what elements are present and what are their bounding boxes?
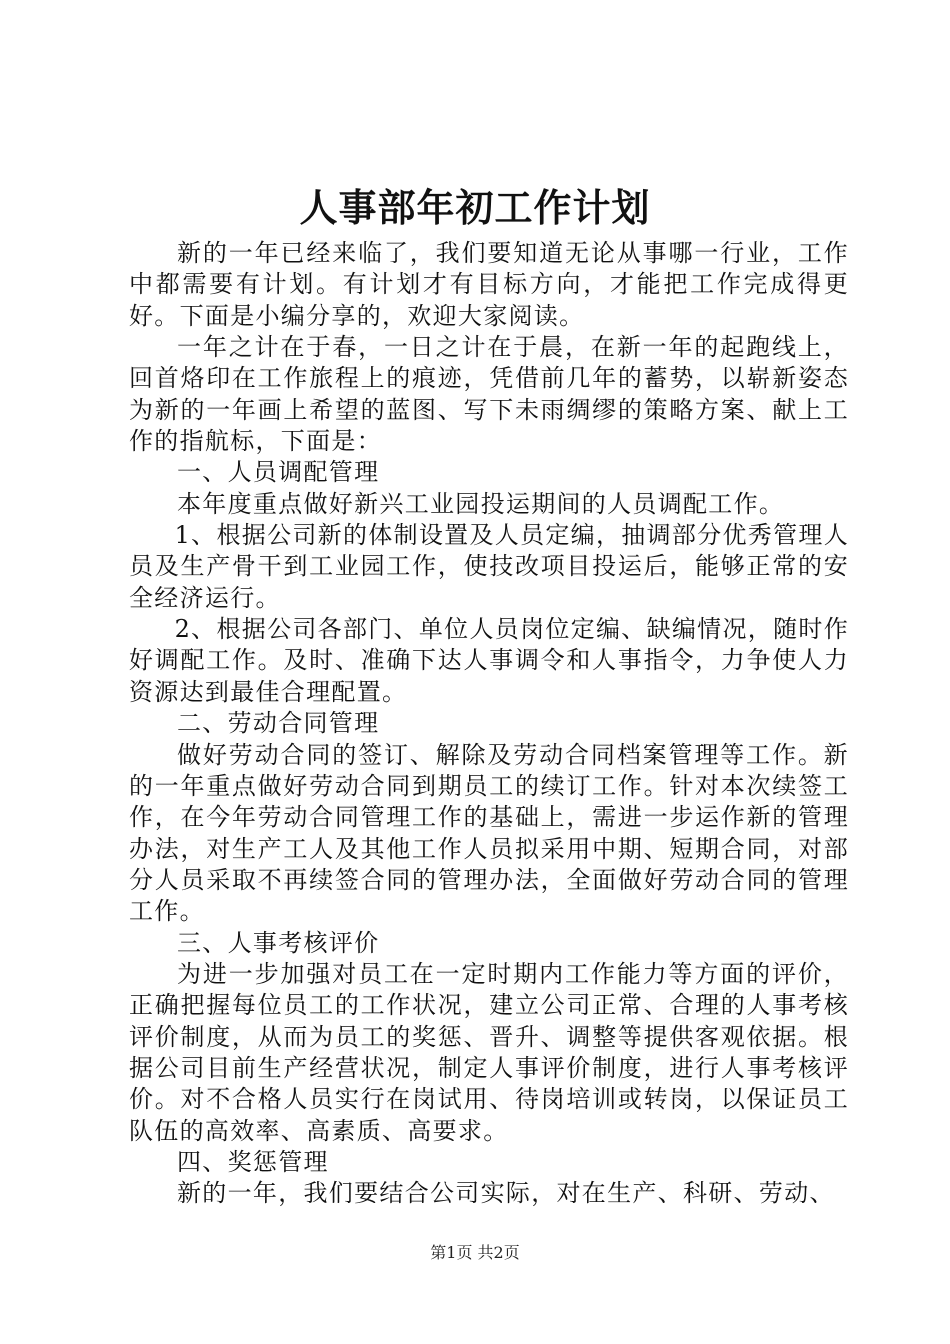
page-footer: 第1页 共2页 — [430, 1243, 520, 1262]
section-heading: 三、人事考核评价 — [177, 928, 380, 957]
section-heading: 四、奖惩管理 — [177, 1147, 329, 1176]
intro-paragraph: 新的一年已经来临了，我们要知道无论从事哪一行业，工作中都需要有计划。有计划才有目标方向，才能把工作完成得更好。下面是小编分享的，欢迎大家阅读。 — [129, 239, 849, 330]
document-title: 人事部年初工作计划 — [299, 185, 651, 230]
section-heading: 一、人员调配管理 — [177, 458, 380, 487]
preface-paragraph: 一年之计在于春，一日之计在于晨，在新一年的起跑线上，回首烙印在工作旅程上的痕迹，凭借前几年的蓄势，以崭新姿态为新的一年画上希望的蓝图、写下未雨绸缪的策略方案、献上工作的指航标，下面是： — [129, 333, 849, 456]
document-body — [129, 238, 849, 1210]
numbered-item: 1、根据公司新的体制设置及人员定编，抽调部分优秀管理人员及生产骨干到工业园工作，使技改项目投运后，能够正常的安全经济运行。 — [129, 521, 849, 612]
body-paragraph: 做好劳动合同的签订、解除及劳动合同档案管理等工作。新的一年重点做好劳动合同到期员工的续订工作。针对本次续签工作，在今年劳动合同管理工作的基础上，需进一步运作新的管理办法，对生产工人及其他工作人员拟采用中期、短期合同，对部分人员采取不再续签合同的管理办法，全面做好劳动合同的管理工作。 — [129, 740, 849, 926]
body-paragraph: 本年度重点做好新兴工业园投运期间的人员调配工作。 — [177, 489, 785, 518]
body-paragraph: 新的一年，我们要结合公司实际，对在生产、科研、劳动、 — [177, 1179, 835, 1208]
numbered-item: 2、根据公司各部门、单位人员岗位定编、缺编情况，随时作好调配工作。及时、准确下达人事调令和人事指令，力争使人力资源达到最佳合理配置。 — [129, 615, 849, 706]
section-heading: 二、劳动合同管理 — [177, 709, 380, 738]
body-paragraph: 为进一步加强对员工在一定时期内工作能力等方面的评价，正确把握每位员工的工作状况，建立公司正常、合理的人事考核评价制度，从而为员工的奖惩、晋升、调整等提供客观依据。根据公司目前生产经营状况，制定人事评价制度，进行人事考核评价。对不合格人员实行在岗试用、待岗培训或转岗，以保证员工队伍的高效率、高素质、高要求。 — [129, 959, 849, 1145]
